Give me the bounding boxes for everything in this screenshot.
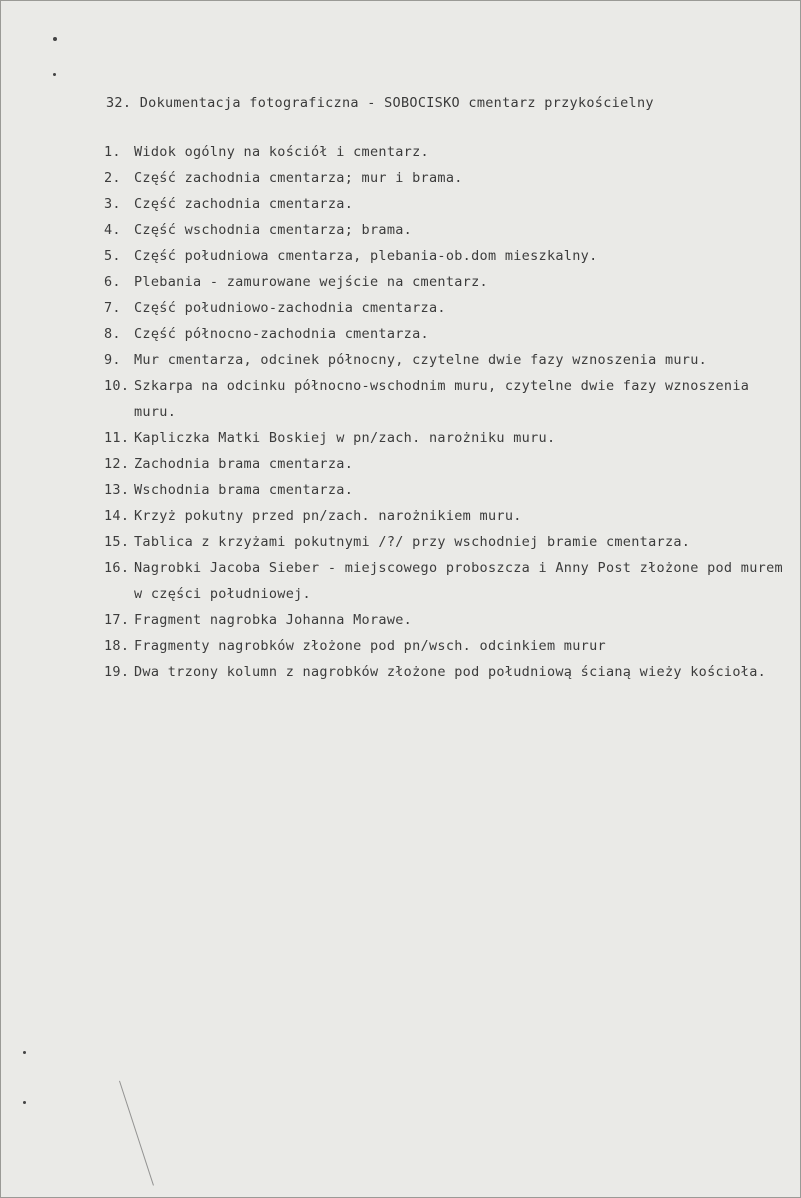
item-number: 5. [104, 248, 121, 264]
item-number: 19. [104, 664, 130, 680]
item-number: 4. [104, 222, 121, 238]
item-text: Widok ogólny na kościół i cmentarz. [134, 144, 429, 160]
item-number: 16. [104, 560, 130, 576]
margin-dot [53, 37, 57, 41]
item-text: Zachodnia brama cmentarza. [134, 456, 354, 472]
item-number: 10. [104, 378, 130, 394]
item-text: Część południowo-zachodnia cmentarza. [134, 300, 446, 316]
item-number: 9. [104, 352, 121, 368]
list-item [104, 191, 794, 217]
list-item [104, 165, 794, 191]
item-number: 13. [104, 482, 130, 498]
list-item [104, 347, 794, 373]
item-text: Część zachodnia cmentarza; mur i brama. [134, 170, 463, 186]
item-text: Krzyż pokutny przed pn/zach. narożnikiem muru. [134, 508, 522, 524]
list-item [104, 607, 794, 633]
list-item [104, 477, 794, 503]
item-text: Wschodnia brama cmentarza. [134, 482, 354, 498]
list-item [104, 633, 794, 659]
item-text: Tablica z krzyżami pokutnymi /?/ przy wschodniej bramie cmentarza. [134, 534, 691, 550]
scratch-mark [119, 1081, 154, 1186]
list-item [104, 503, 794, 529]
margin-dot [53, 73, 56, 76]
item-text: Szkarpa na odcinku północno-wschodnim muru, czytelne dwie fazy wznoszenia muru. [134, 378, 750, 420]
list-item [104, 139, 794, 165]
list-item [104, 425, 794, 451]
document-title: 32. Dokumentacja fotograficzna - SOBOCISKO cmentarz przykościelny [106, 95, 654, 111]
list-item [104, 217, 794, 243]
list-item [104, 243, 794, 269]
item-number: 17. [104, 612, 130, 628]
list-item [104, 451, 794, 477]
list-item [104, 555, 794, 607]
item-number: 12. [104, 456, 130, 472]
item-text: Część wschodnia cmentarza; brama. [134, 222, 413, 238]
item-text: Dwa trzony kolumn z nagrobków złożone pod południową ścianą wieży kościoła. [134, 664, 767, 680]
item-number: 15. [104, 534, 130, 550]
list-item [104, 659, 794, 685]
item-number: 14. [104, 508, 130, 524]
list-item [104, 373, 794, 425]
item-number: 6. [104, 274, 121, 290]
list-item [104, 529, 794, 555]
item-text: Mur cmentarza, odcinek północny, czytelne dwie fazy wznoszenia muru. [134, 352, 708, 368]
item-text: Część zachodnia cmentarza. [134, 196, 354, 212]
item-text: Część południowa cmentarza, plebania-ob.dom mieszkalny. [134, 248, 598, 264]
margin-dot [23, 1051, 26, 1054]
item-text: Plebania - zamurowane wejście na cmentarz. [134, 274, 488, 290]
item-number: 7. [104, 300, 121, 316]
item-number: 8. [104, 326, 121, 342]
list-item [104, 321, 794, 347]
item-text: Kapliczka Matki Boskiej w pn/zach. narożniku muru. [134, 430, 556, 446]
item-number: 2. [104, 170, 121, 186]
margin-dot [23, 1101, 26, 1104]
item-number: 18. [104, 638, 130, 654]
item-text: Część północno-zachodnia cmentarza. [134, 326, 429, 342]
item-number: 3. [104, 196, 121, 212]
list-item [104, 269, 794, 295]
list-item [104, 295, 794, 321]
item-text: Fragmenty nagrobków złożone pod pn/wsch. odcinkiem murur [134, 638, 606, 654]
item-text: Nagrobki Jacoba Sieber - miejscowego proboszcza i Anny Post złożone pod murem w części południowej. [134, 560, 783, 602]
item-number: 11. [104, 430, 130, 446]
item-text: Fragment nagrobka Johanna Morawe. [134, 612, 413, 628]
item-number: 1. [104, 144, 121, 160]
photo-list [104, 139, 794, 685]
